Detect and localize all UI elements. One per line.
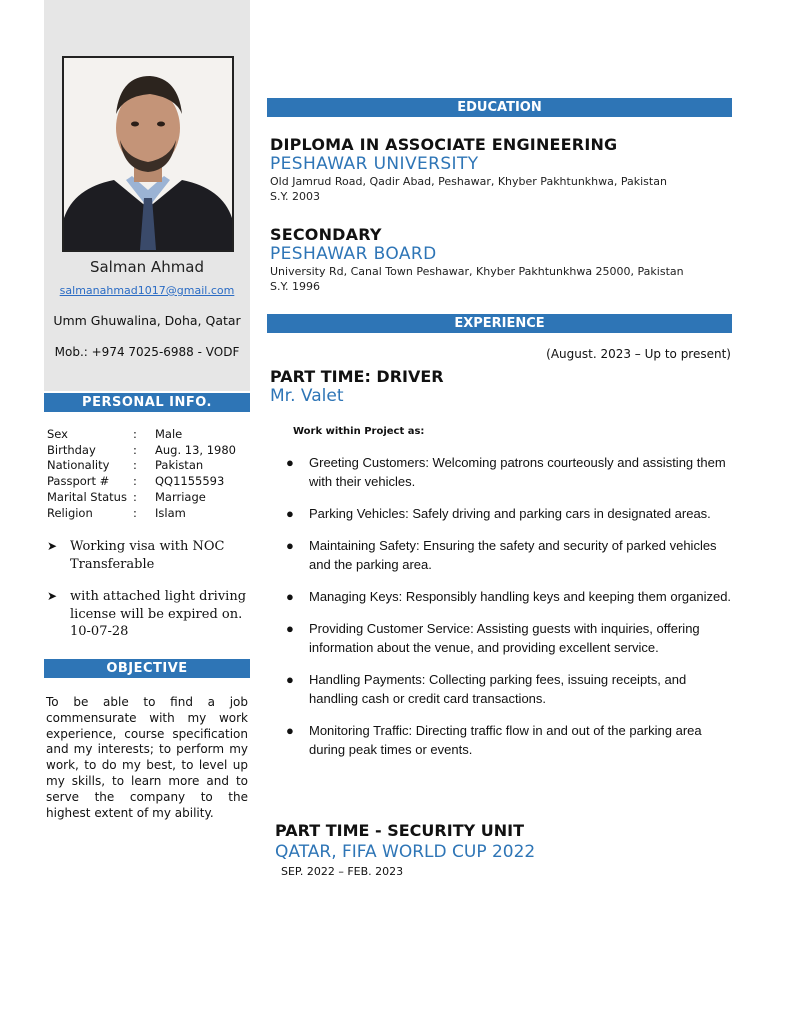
info-row-passport [47, 474, 236, 490]
work-label: Work within Project as: [293, 426, 425, 437]
info-value: Marriage [155, 489, 206, 504]
info-key: Passport # [47, 474, 110, 489]
duty-text: Monitoring Traffic: Directing traffic flow in and out of the parking area during peak times or events. [309, 723, 702, 757]
institution-name: PESHAWAR UNIVERSITY [270, 154, 479, 174]
list-item [286, 453, 736, 491]
institution-address: Old Jamrud Road, Qadir Abad, Peshawar, Khyber Pakhtunkhwa, Pakistan [270, 175, 667, 188]
list-item [286, 536, 736, 574]
personal-info-heading: PERSONAL INFO. [44, 393, 250, 412]
info-colon: : [133, 427, 137, 441]
job-date-2: SEP. 2022 – FEB. 2023 [281, 865, 404, 878]
list-item [286, 670, 736, 708]
job-role-2: PART TIME - SECURITY UNIT [275, 821, 525, 840]
duty-text: Managing Keys: Responsibly handling keys and keeping them organized. [309, 589, 732, 604]
list-item [47, 538, 247, 573]
portrait-image [64, 58, 232, 250]
list-item [286, 721, 736, 759]
info-key: Birthday [47, 442, 96, 457]
duty-text: Providing Customer Service: Assisting guests with inquiries, offering information about the venue, and providing excellent service. [309, 621, 700, 655]
info-colon: : [133, 505, 137, 520]
job-date: (August. 2023 – Up to present) [546, 347, 731, 361]
education-item [270, 135, 667, 204]
bullet-dot-icon: ● [286, 621, 294, 636]
notes-list [47, 538, 247, 656]
list-item [286, 587, 736, 606]
info-row-sex [47, 427, 236, 443]
info-value: Aug. 13, 1980 [155, 442, 236, 457]
duty-text: Greeting Customers: Welcoming patrons courteously and assisting them with their vehicles. [309, 455, 726, 489]
duty-text: Handling Payments: Collecting parking fees, issuing receipts, and handling cash or credit card transactions. [309, 672, 687, 706]
candidate-name: Salman Ahmad [89, 258, 205, 276]
info-row-nationality [47, 458, 236, 474]
personal-info-table [47, 427, 236, 521]
info-value: Male [155, 427, 183, 441]
degree-title: SECONDARY [270, 225, 382, 244]
info-colon: : [133, 442, 137, 457]
degree-title: DIPLOMA IN ASSOCIATE ENGINEERING [270, 135, 618, 154]
email-link[interactable]: salmanahmad1017@gmail.com [59, 284, 235, 297]
duty-text: Parking Vehicles: Safely driving and parking cars in designated areas. [309, 506, 711, 521]
list-item [286, 619, 736, 657]
list-item [47, 588, 247, 641]
objective-text: To be able to find a job commensurate with my work experience, course specification and my interests; to perform my work, to do my best, to level up my skills, to learn more and to serve the company to the highest extent of my ability. [46, 695, 248, 820]
bullet-dot-icon: ● [286, 538, 294, 553]
institution-name: PESHAWAR BOARD [270, 244, 437, 264]
education-heading: EDUCATION [267, 98, 732, 117]
objective-heading: OBJECTIVE [44, 659, 250, 678]
info-row-birthday [47, 443, 236, 459]
education-item [270, 225, 684, 294]
arrow-bullet-icon: ➤ [47, 539, 58, 553]
info-colon: : [133, 474, 137, 489]
school-year: S.Y. 1996 [270, 280, 320, 293]
bullet-dot-icon: ● [286, 589, 294, 604]
job-employer-2: QATAR, FIFA WORLD CUP 2022 [275, 842, 536, 862]
job-header [270, 367, 444, 406]
job-role: PART TIME: DRIVER [270, 367, 444, 386]
location-text: Umm Ghuwalina, Doha, Qatar [53, 313, 241, 328]
info-value: QQ1155593 [155, 474, 225, 489]
school-year: S.Y. 2003 [270, 190, 320, 203]
mobile-text: Mob.: +974 7025-6988 - VODF [54, 345, 240, 359]
duties-list [286, 453, 736, 772]
info-colon: : [133, 489, 137, 504]
duty-text: Maintaining Safety: Ensuring the safety and security of parked vehicles and the parking area. [309, 538, 717, 572]
info-row-religion [47, 506, 236, 522]
bullet-dot-icon: ● [286, 506, 294, 521]
info-key: Sex [47, 427, 68, 441]
job-employer: Mr. Valet [270, 386, 344, 406]
info-value: Pakistan [155, 458, 204, 473]
info-value: Islam [155, 505, 186, 520]
info-colon: : [133, 458, 137, 473]
info-key: Marital Status [47, 489, 127, 504]
profile-photo [62, 56, 234, 252]
list-item [286, 504, 736, 523]
note-text: with attached light driving license will be expired on. 10-07-28 [70, 589, 247, 639]
info-key: Nationality [47, 458, 110, 473]
info-row-marital-status [47, 490, 236, 506]
note-text: Working visa with NOC Transferable [70, 539, 225, 572]
arrow-bullet-icon: ➤ [47, 589, 58, 603]
info-key: Religion [47, 505, 93, 520]
institution-address: University Rd, Canal Town Peshawar, Khyber Pakhtunkhwa 25000, Pakistan [270, 265, 684, 278]
bullet-dot-icon: ● [286, 672, 294, 687]
bullet-dot-icon: ● [286, 455, 294, 470]
bullet-dot-icon: ● [286, 723, 294, 738]
experience-heading: EXPERIENCE [267, 314, 732, 333]
